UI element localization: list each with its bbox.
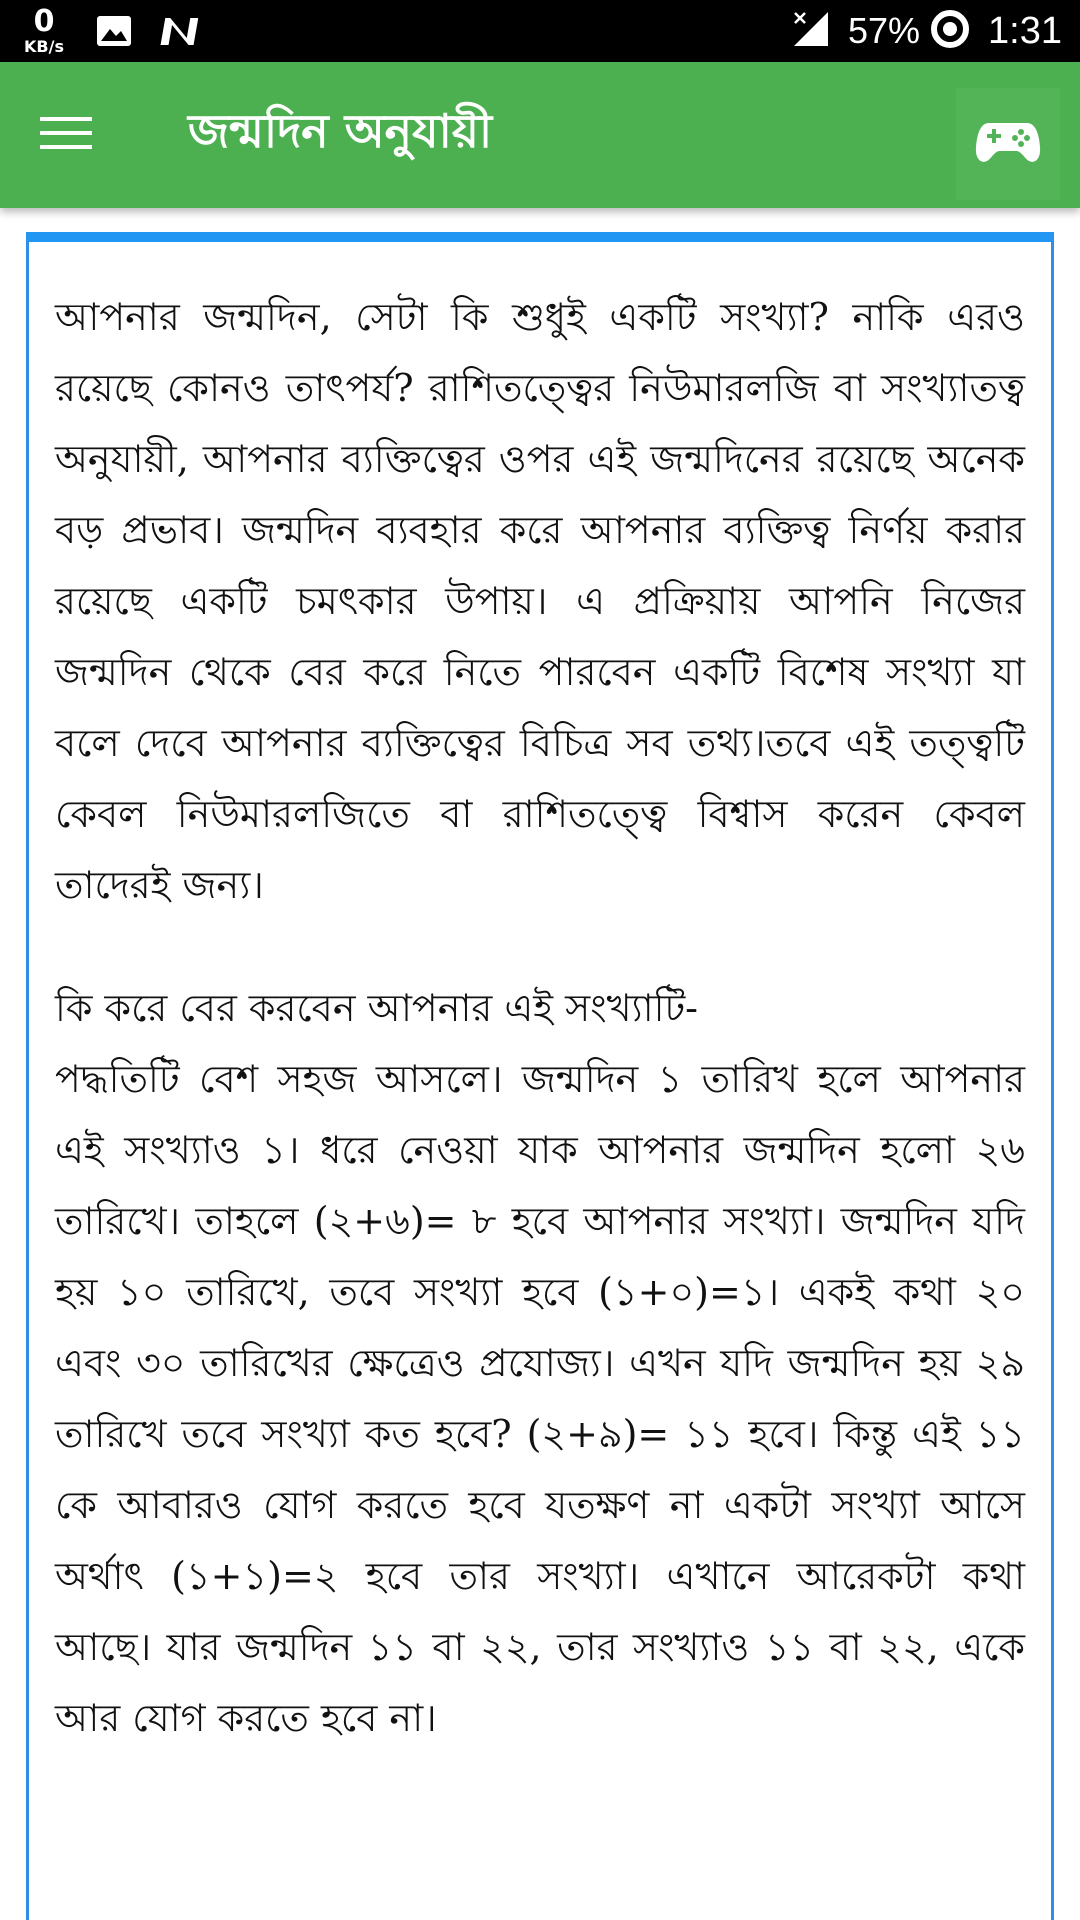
signal-off-icon xyxy=(792,10,830,52)
status-bar xyxy=(0,0,1080,62)
intro-paragraph: আপনার জন্মদিন, সেটা কি শুধুই একটি সংখ্যা? নাকি এরও রয়েছে কোনও তাৎপর্য? রাশিতত্ত্বের নিউমারলজি বা সংখ্যাতত্ব অনুযায়ী, আপনার ব্যক্তিত্বের ওপর এই জন্মদিনের রয়েছে অনেক বড় প্রভাব। জন্মদিন ব্যবহার করে আপনার ব্যক্তিত্ব নির্ণয় করার রয়েছে একটি চমৎকার উপায়। এ প্রক্রিয়ায় আপনি নিজের জন্মদিন থেকে বের করে নিতে পারবেন একটি বিশেষ সংখ্যা যা বলে দেবে আপনার ব্যক্তিত্বের বিচিত্র সব তথ্য।তবে এই তত্ত্বটি কেবল নিউমারলজিতে বা রাশিতত্ত্বে বিশ্বাস করেন কেবল তাদেরই জন্য। xyxy=(55,295,1025,907)
section-subheading: কি করে বের করবেন আপনার এই সংখ্যাটি- xyxy=(55,986,699,1030)
hamburger-menu-icon xyxy=(40,115,92,155)
game-button[interactable] xyxy=(956,88,1060,200)
n-app-icon xyxy=(158,14,198,48)
gallery-icon xyxy=(96,15,132,47)
battery-percentage: 57% xyxy=(847,10,921,51)
network-speed-value: 0 xyxy=(33,4,55,39)
gamepad-icon xyxy=(975,119,1041,169)
clock: 1:31 xyxy=(988,9,1062,52)
battery-ring-icon xyxy=(930,9,970,53)
paragraph-spacer xyxy=(55,921,1025,973)
page-title: জন্মদিন অনুযায়ী xyxy=(188,104,493,158)
network-speed-unit: KB/s xyxy=(24,37,64,56)
method-paragraph: পদ্ধতিটি বেশ সহজ আসলে। জন্মদিন ১ তারিখ হলে আপনার এই সংখ্যাও ১। ধরে নেওয়া যাক আপনার জন্মদিন হলো ২৬ তারিখে। তাহলে (২+৬)= ৮ হবে আপনার সংখ্যা। জন্মদিন যদি হয় ১০ তারিখে, তবে সংখ্যা হবে (১+০)=১। একই কথা ২০ এবং ৩০ তারিখের ক্ষেত্রেও প্রযোজ্য। এখন যদি জন্মদিন হয় ২৯ তারিখে তবে সংখ্যা কত হবে? (২+৯)= ১১ হবে। কিন্তু এই ১১ কে আবারও যোগ করতে হবে যতক্ষণ না একটা সংখ্যা আসে অর্থাৎ (১+১)=২ হবে তার সংখ্যা। এখানে আরেকটা কথা আছে। যার জন্মদিন ১১ বা ২২, তার সংখ্যাও ১১ বা ২২, একে আর যোগ করতে হবে না। xyxy=(55,1057,1025,1740)
menu-button[interactable] xyxy=(16,85,116,185)
network-speed-indicator xyxy=(18,4,70,56)
app-bar xyxy=(0,62,1080,208)
article-card xyxy=(26,232,1054,1920)
